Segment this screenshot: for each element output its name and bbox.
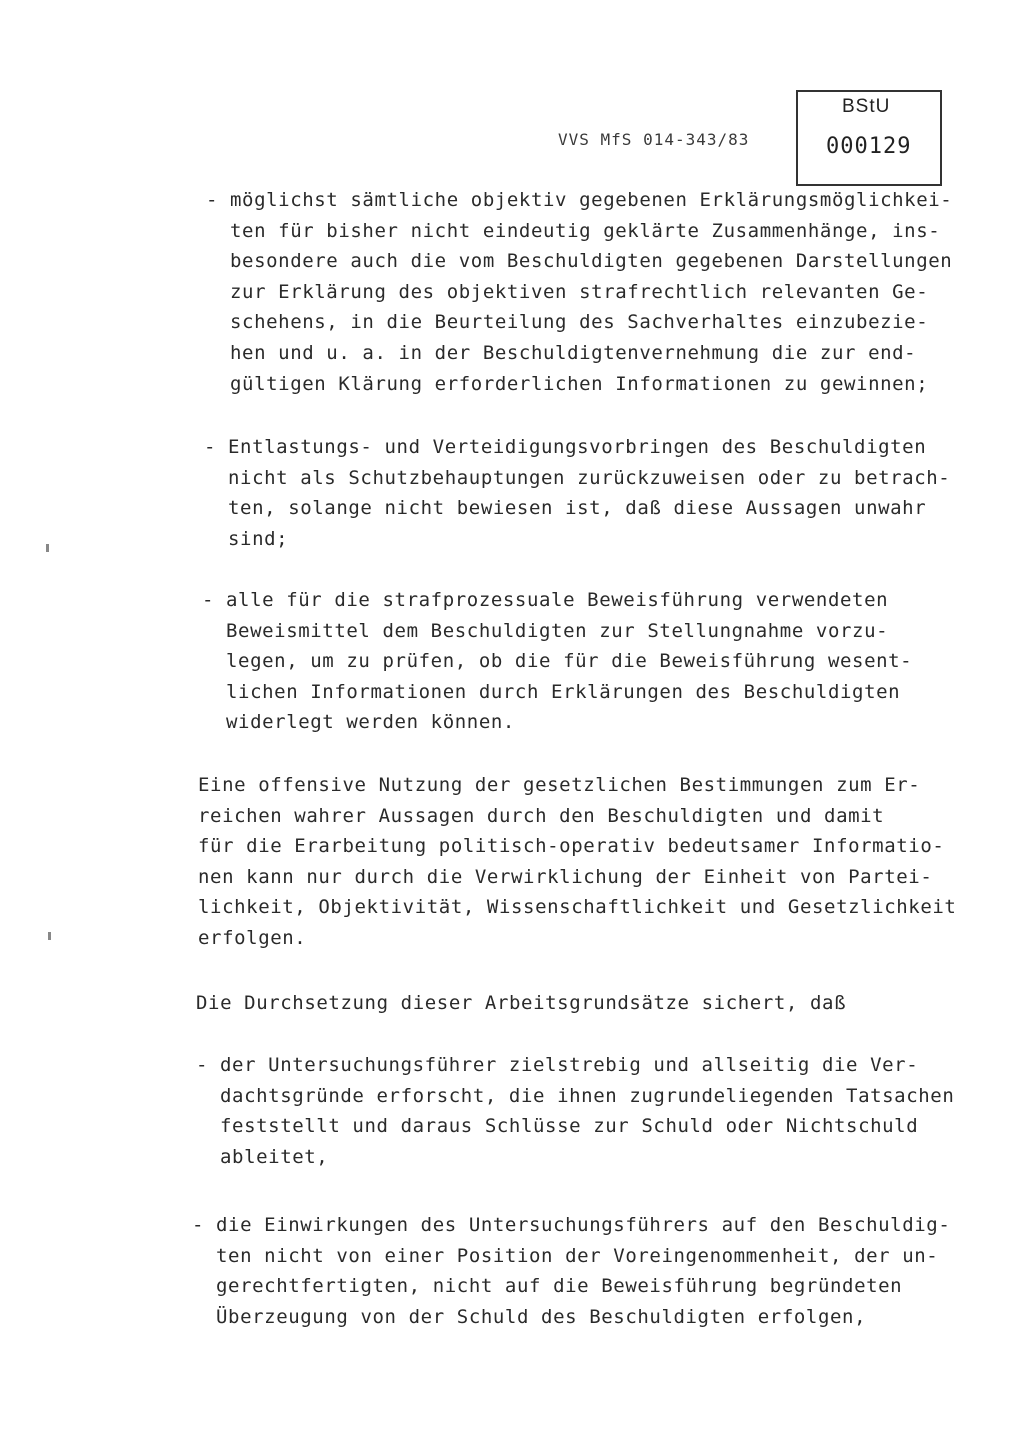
text-line: besondere auch die vom Beschuldigten gegebenen Darstellungen — [230, 250, 953, 273]
text-line: reichen wahrer Aussagen durch den Beschuldigten und damit — [198, 804, 885, 827]
text-line: gültigen Klärung erforderlichen Informationen zu gewinnen; — [230, 372, 929, 395]
bullet-item — [220, 1050, 990, 1172]
text-line: legen, um zu prüfen, ob die für die Beweisführung wesent- — [226, 650, 913, 673]
text-line: hen und u. a. in der Beschuldigtenvernehmung die zur end- — [230, 341, 917, 364]
paragraph — [198, 770, 988, 954]
text-line: die Einwirkungen des Untersuchungsführers auf den Beschuldig- — [216, 1214, 951, 1236]
text-line: nicht als Schutzbehauptungen zurückzuweisen oder zu betrach- — [228, 466, 951, 489]
scan-speck — [48, 932, 51, 940]
text-line: ten, solange nicht bewiesen ist, daß diese Aussagen unwahr — [228, 497, 927, 520]
text-line: erfolgen. — [198, 926, 307, 949]
text-line: dachtsgründe erforscht, die ihnen zugrundeliegenden Tatsachen — [220, 1084, 955, 1107]
stamp-number: 000129 — [826, 134, 912, 159]
stamp-label: BStU — [842, 96, 891, 117]
text-line: lichen Informationen durch Erklärungen des Beschuldigten — [226, 680, 901, 703]
bullet-item — [230, 185, 990, 399]
text-line: nen kann nur durch die Verwirklichung der Einheit von Partei- — [198, 865, 933, 888]
document-reference: VVS MfS 014-343/83 — [558, 130, 750, 149]
text-line: sind; — [228, 527, 289, 550]
bullet-item — [216, 1210, 986, 1332]
text-line: für die Erarbeitung politisch-operativ bedeutsamer Informatio- — [198, 835, 945, 858]
text-line: Die Durchsetzung dieser Arbeitsgrundsätze sichert, daß — [196, 992, 847, 1014]
text-line: möglichst sämtliche objektiv gegebenen Erklärungsmöglichkei- — [230, 189, 953, 211]
text-line: gerechtfertigten, nicht auf die Beweisführung begründeten — [216, 1275, 903, 1298]
bullet-dash: - — [196, 1054, 208, 1076]
text-line: ten nicht von einer Position der Voreingenommenheit, der un- — [216, 1244, 939, 1267]
text-line: Beweismittel dem Beschuldigten zur Stellungnahme vorzu- — [226, 619, 889, 642]
text-line: der Untersuchungsführer zielstrebig und allseitig die Ver- — [220, 1054, 919, 1076]
scan-speck — [46, 544, 49, 552]
text-line: Entlastungs- und Verteidigungsvorbringen des Beschuldigten — [228, 436, 927, 458]
text-line: lichkeit, Objektivität, Wissenschaftlichkeit und Gesetzlichkeit — [198, 896, 957, 919]
bullet-dash: - — [192, 1214, 204, 1236]
archive-stamp — [796, 90, 942, 186]
text-line: feststellt und daraus Schlüsse zur Schuld oder Nichtschuld — [220, 1115, 919, 1138]
paragraph — [196, 988, 956, 1019]
text-line: zur Erklärung des objektiven strafrechtlich relevanten Ge- — [230, 280, 929, 303]
text-line: Überzeugung von der Schuld des Beschuldigten erfolgen, — [216, 1305, 867, 1328]
bullet-item — [226, 585, 986, 738]
text-line: ableitet, — [220, 1145, 329, 1168]
text-line: widerlegt werden können. — [226, 711, 515, 734]
text-line: ten für bisher nicht eindeutig geklärte Zusammenhänge, ins- — [230, 219, 941, 242]
bullet-item — [228, 432, 988, 554]
bullet-dash: - — [204, 436, 216, 458]
text-line: schehens, in die Beurteilung des Sachverhaltes einzubezie- — [230, 311, 929, 334]
text-line: Eine offensive Nutzung der gesetzlichen Bestimmungen zum Er- — [198, 774, 921, 796]
bullet-dash: - — [206, 189, 218, 211]
bullet-dash: - — [202, 589, 214, 611]
text-line: alle für die strafprozessuale Beweisführung verwendeten — [226, 589, 889, 611]
